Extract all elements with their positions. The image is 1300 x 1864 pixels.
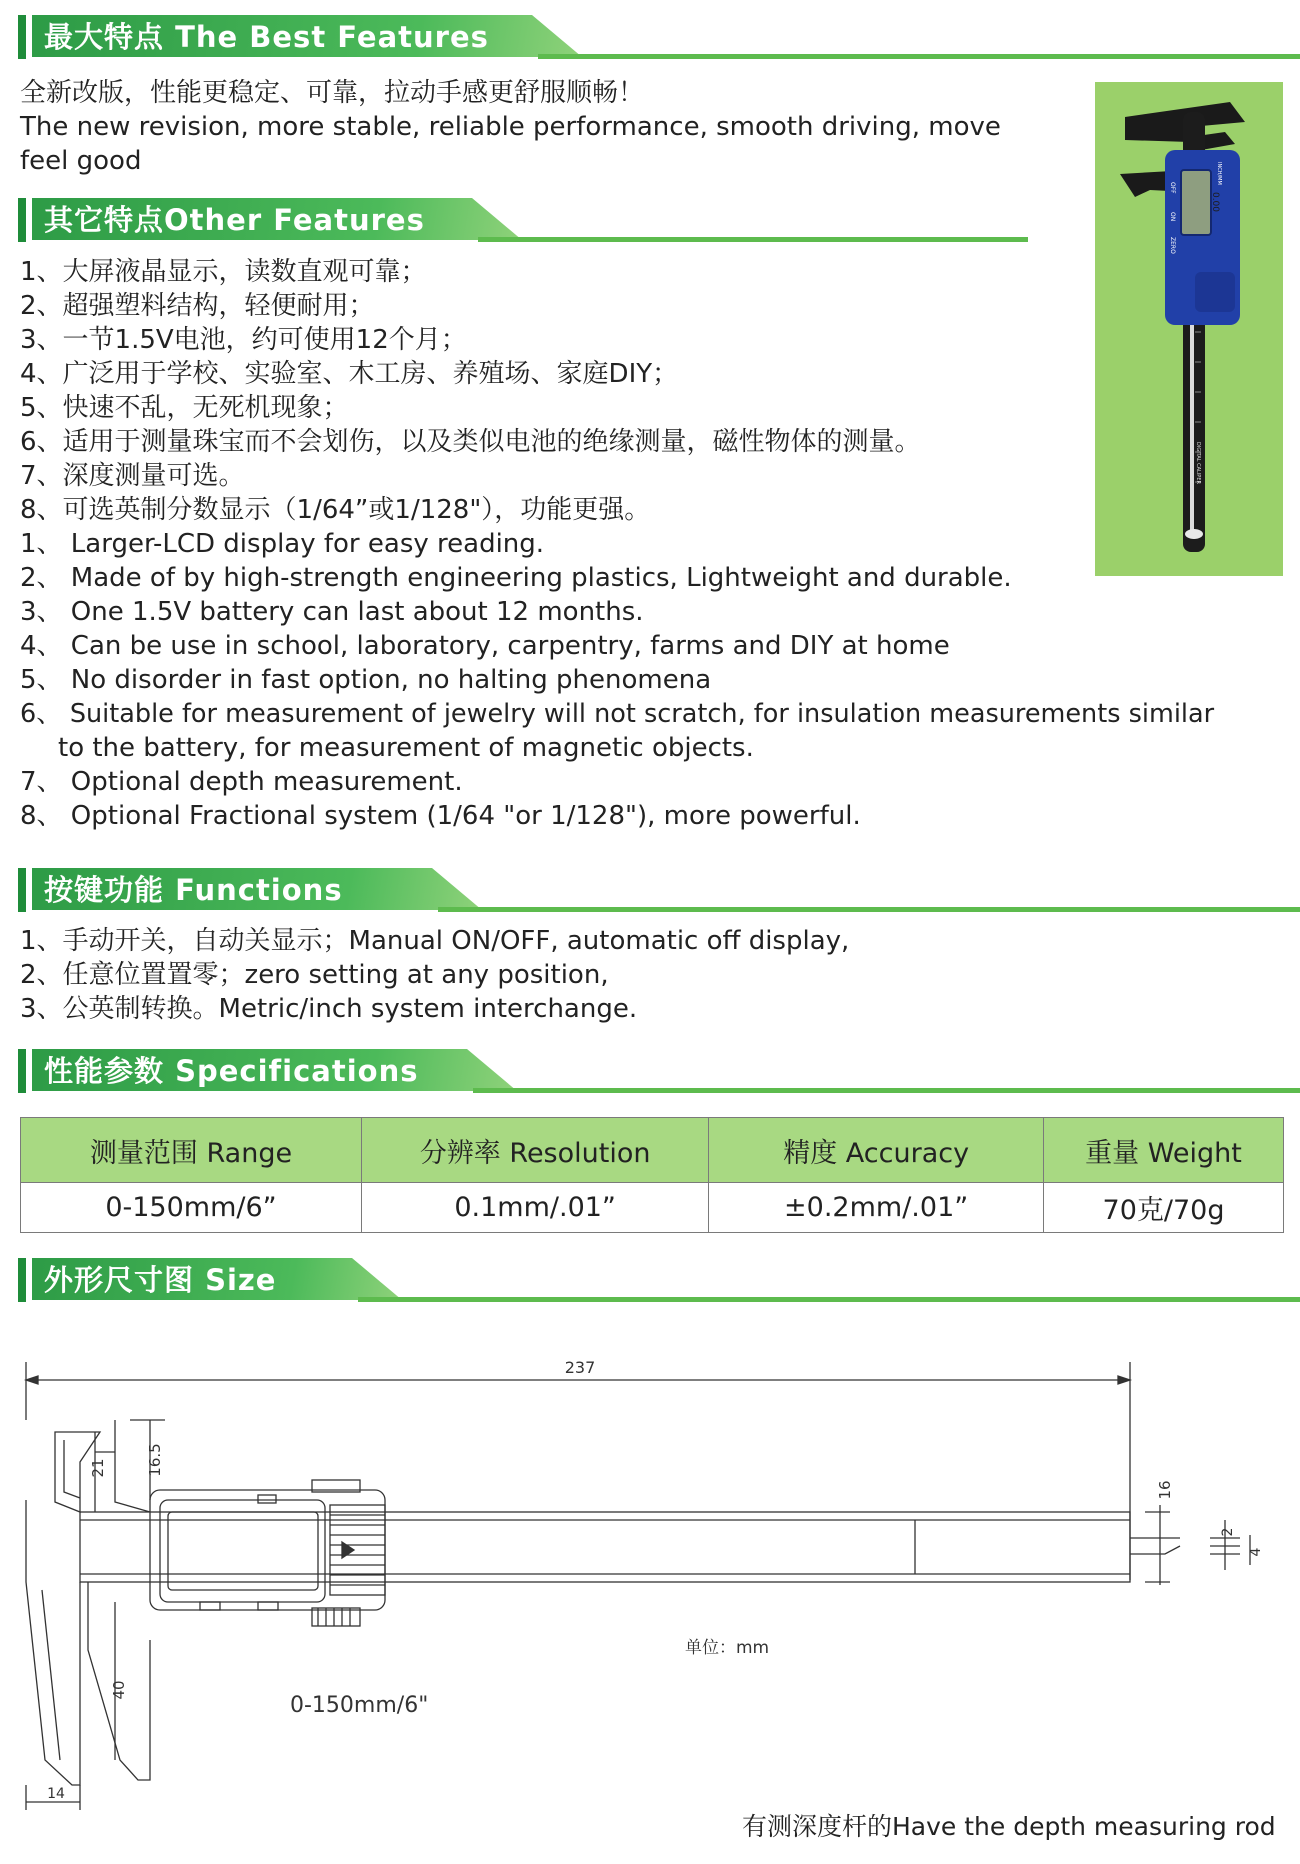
feature-en-line: 2、 Made of by high-strength engineering plastics, Lightweight and durable. [20,563,1012,593]
feature-cn-line: 4、广泛用于学校、实验室、木工房、养殖场、家庭DIY； [20,359,679,389]
header-line [358,1297,1300,1302]
diagram-unit-label: 单位：mm [685,1638,770,1658]
header-line [473,1088,1300,1093]
feature-en-line: 1、 Larger-LCD display for easy reading. [20,529,545,559]
header-line [538,54,1300,59]
header-bar [18,198,26,242]
caliper-illustration [1095,82,1283,576]
function-line: 3、公英制转换。Metric/inch system interchange. [20,994,638,1024]
function-line: 1、手动开关，自动关显示；Manual ON/OFF, automatic off display, [20,926,850,956]
photo-btn-off: OFF [1169,182,1176,194]
feature-en-line: 5、 No disorder in fast option, no halting phenomena [20,665,712,695]
function-line: 2、任意位置置零；zero setting at any position, [20,960,609,990]
dim-depth-rod-height: 4 [1248,1547,1264,1557]
photo-label: DIGITAL CALIPER [1195,442,1201,484]
best-feature-line: feel good [20,146,142,176]
specs-header-resolution: 分辨率 Resolution [362,1118,709,1183]
feature-en-line: 8、 Optional Fractional system (1/64 "or 1/128"), more powerful. [20,801,861,831]
header-bar [18,15,26,59]
photo-lcd: 0.00 [1210,191,1220,213]
dim-jaw-width: 14 [47,1786,65,1802]
specs-value-accuracy: ±0.2mm/.01” [709,1183,1044,1233]
feature-cn-line: 3、一节1.5V电池，约可使用12个月； [20,325,467,355]
dim-depth-rod-top: 2 [1220,1527,1236,1537]
feature-cn-line: 7、深度测量可选。 [20,461,245,491]
feature-cn-line: 6、适用于测量珠宝而不会划伤，以及类似电池的绝缘测量，磁性物体的测量。 [20,427,921,457]
feature-en-line: 7、 Optional depth measurement. [20,767,463,797]
specs-header-row [21,1118,1284,1183]
feature-cn-line: 5、快速不乱，无死机现象； [20,393,349,423]
specs-value-resolution: 0.1mm/.01” [362,1183,709,1233]
specs-value-row [21,1183,1284,1233]
product-photo [1095,82,1283,576]
size-diagram [20,1340,1290,1850]
photo-btn-zero: ZERO [1169,237,1176,254]
feature-en-line: 3、 One 1.5V battery can last about 12 months. [20,597,644,627]
section-title-best: 最大特点 The Best Features [44,20,489,54]
section-title-functions: 按键功能 Functions [44,873,343,907]
feature-cn-line: 1、大屏液晶显示，读数直观可靠； [20,257,427,287]
feature-en-line: to the battery, for measurement of magnetic objects. [58,733,754,763]
header-bar [18,1049,26,1093]
photo-btn-on: ON [1169,212,1176,222]
caliper-drawing [20,1340,1290,1810]
feature-en-line: 4、 Can be use in school, laboratory, carpentry, farms and DIY at home [20,631,950,661]
specs-header-accuracy: 精度 Accuracy [709,1118,1044,1183]
header-line [438,907,1300,912]
dim-jaw-upper-inner: 16.5 [146,1443,164,1477]
header-bar [18,1258,26,1302]
specs-header-range: 测量范围 Range [21,1118,362,1183]
specs-table [20,1117,1284,1233]
feature-cn-line: 8、可选英制分数显示（1/64”或1/128"），功能更强。 [20,495,651,525]
diagram-range-label: 0-150mm/6" [290,1693,429,1718]
photo-brand: INCH/MM [1216,162,1222,185]
section-title-specs: 性能参数 Specifications [44,1054,419,1088]
dim-jaw-upper: 21 [89,1458,107,1478]
section-title-size: 外形尺寸图 Size [44,1263,277,1297]
feature-cn-line: 2、超强塑料结构，轻便耐用； [20,291,375,321]
specs-header-weight: 重量 Weight [1044,1118,1284,1183]
specs-value-weight: 70克/70g [1044,1183,1284,1233]
header-line [478,237,1028,242]
section-title-other: 其它特点Other Features [44,203,425,237]
specs-value-range: 0-150mm/6” [21,1183,362,1233]
dim-jaw-lower: 40 [110,1680,128,1700]
dim-beam-height: 16 [1156,1480,1174,1500]
best-feature-line: The new revision, more stable, reliable performance, smooth driving, move [20,112,1001,142]
header-bar [18,868,26,912]
best-feature-line: 全新改版，性能更稳定、可靠，拉动手感更舒服顺畅！ [20,78,645,108]
feature-en-line: 6、 Suitable for measurement of jewelry will not scratch, for insulation measurements similar [20,699,1215,729]
diagram-caption: 有测深度杆的Have the depth measuring rod [742,1812,1276,1841]
dim-total-length: 237 [564,1358,596,1377]
